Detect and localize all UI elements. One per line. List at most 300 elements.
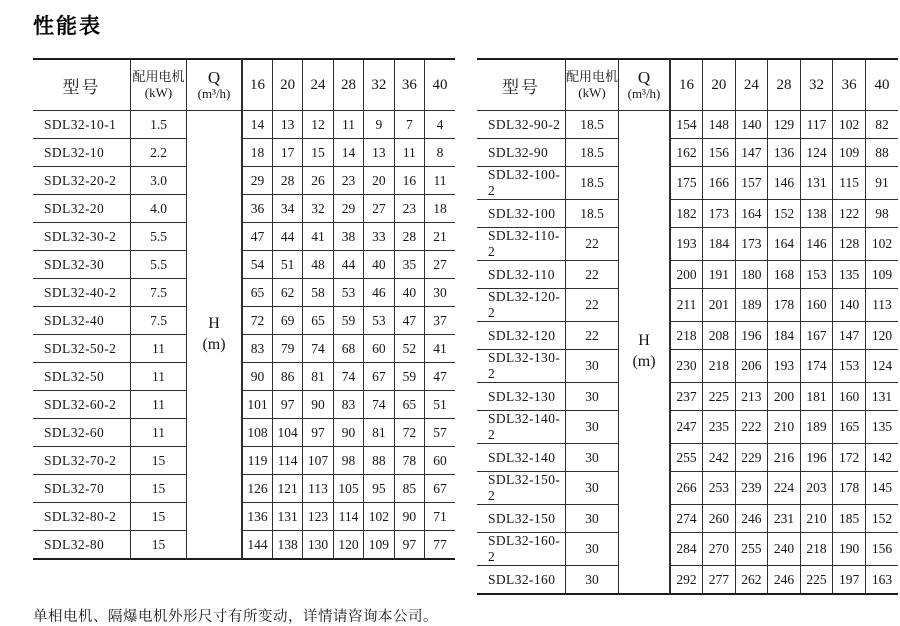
head-value-cell: 88 bbox=[364, 447, 394, 475]
head-value-cell: 138 bbox=[272, 531, 302, 560]
head-value-cell: 109 bbox=[833, 139, 866, 167]
head-value-cell: 83 bbox=[242, 335, 272, 363]
head-value-cell: 21 bbox=[425, 223, 455, 251]
flow-rate-column-header: 32 bbox=[364, 59, 394, 111]
head-value-cell: 68 bbox=[333, 335, 363, 363]
head-value-cell: 71 bbox=[425, 503, 455, 531]
table-row bbox=[477, 200, 898, 228]
head-value-cell: 20 bbox=[364, 167, 394, 195]
head-value-cell: 164 bbox=[768, 228, 801, 261]
table-row bbox=[477, 228, 898, 261]
head-value-cell: 172 bbox=[833, 444, 866, 472]
motor-kw-cell: 30 bbox=[566, 411, 619, 444]
head-value-cell: 52 bbox=[394, 335, 424, 363]
head-value-cell: 124 bbox=[865, 350, 898, 383]
motor-kw-cell: 18.5 bbox=[566, 167, 619, 200]
head-value-cell: 44 bbox=[333, 251, 363, 279]
head-value-cell: 62 bbox=[272, 279, 302, 307]
head-value-cell: 13 bbox=[272, 111, 302, 139]
table-row bbox=[477, 383, 898, 411]
motor-kw-cell: 5.5 bbox=[131, 223, 187, 251]
head-value-cell: 107 bbox=[303, 447, 333, 475]
head-value-cell: 239 bbox=[735, 472, 768, 505]
head-value-cell: 41 bbox=[303, 223, 333, 251]
head-value-cell: 154 bbox=[670, 111, 703, 139]
head-value-cell: 167 bbox=[800, 322, 833, 350]
model-cell: SDL32-60-2 bbox=[33, 391, 131, 419]
head-value-cell: 144 bbox=[242, 531, 272, 560]
head-value-cell: 136 bbox=[242, 503, 272, 531]
model-cell: SDL32-30 bbox=[33, 251, 131, 279]
head-value-cell: 105 bbox=[333, 475, 363, 503]
model-cell: SDL32-90 bbox=[477, 139, 566, 167]
head-value-cell: 174 bbox=[800, 350, 833, 383]
head-value-cell: 67 bbox=[425, 475, 455, 503]
flow-rate-column-header: 20 bbox=[703, 59, 736, 111]
head-value-cell: 38 bbox=[333, 223, 363, 251]
head-value-cell: 11 bbox=[333, 111, 363, 139]
head-value-cell: 185 bbox=[833, 505, 866, 533]
head-value-cell: 102 bbox=[865, 228, 898, 261]
tables-container bbox=[33, 58, 900, 595]
flow-rate-column-header: 40 bbox=[865, 59, 898, 111]
model-cell: SDL32-20 bbox=[33, 195, 131, 223]
head-value-cell: 7 bbox=[394, 111, 424, 139]
head-value-cell: 120 bbox=[865, 322, 898, 350]
head-value-cell: 114 bbox=[333, 503, 363, 531]
head-value-cell: 224 bbox=[768, 472, 801, 505]
flow-rate-column-header: 24 bbox=[303, 59, 333, 111]
motor-kw-cell: 4.0 bbox=[131, 195, 187, 223]
head-value-cell: 12 bbox=[303, 111, 333, 139]
head-value-cell: 235 bbox=[703, 411, 736, 444]
model-cell: SDL32-140 bbox=[477, 444, 566, 472]
head-value-cell: 225 bbox=[800, 566, 833, 595]
table-row bbox=[33, 503, 455, 531]
head-value-cell: 182 bbox=[670, 200, 703, 228]
head-value-cell: 178 bbox=[768, 289, 801, 322]
head-value-cell: 53 bbox=[364, 307, 394, 335]
head-value-cell: 180 bbox=[735, 261, 768, 289]
table-row bbox=[477, 444, 898, 472]
head-value-cell: 266 bbox=[670, 472, 703, 505]
head-value-cell: 218 bbox=[800, 533, 833, 566]
head-value-cell: 16 bbox=[394, 167, 424, 195]
model-cell: SDL32-30-2 bbox=[33, 223, 131, 251]
flow-rate-column-header: 32 bbox=[800, 59, 833, 111]
head-value-cell: 284 bbox=[670, 533, 703, 566]
flow-rate-column-header: 36 bbox=[833, 59, 866, 111]
head-unit-cell: H (m) bbox=[187, 111, 243, 560]
head-value-cell: 8 bbox=[425, 139, 455, 167]
head-value-cell: 40 bbox=[364, 251, 394, 279]
head-value-cell: 247 bbox=[670, 411, 703, 444]
head-value-cell: 246 bbox=[735, 505, 768, 533]
head-value-cell: 260 bbox=[703, 505, 736, 533]
model-cell: SDL32-130 bbox=[477, 383, 566, 411]
head-value-cell: 36 bbox=[242, 195, 272, 223]
head-value-cell: 67 bbox=[364, 363, 394, 391]
head-value-cell: 65 bbox=[303, 307, 333, 335]
head-value-cell: 60 bbox=[425, 447, 455, 475]
table-row bbox=[477, 505, 898, 533]
head-value-cell: 37 bbox=[425, 307, 455, 335]
head-value-cell: 128 bbox=[833, 228, 866, 261]
head-value-cell: 48 bbox=[303, 251, 333, 279]
head-value-cell: 32 bbox=[303, 195, 333, 223]
head-value-cell: 160 bbox=[800, 289, 833, 322]
motor-kw-cell: 22 bbox=[566, 228, 619, 261]
head-value-cell: 196 bbox=[735, 322, 768, 350]
head-value-cell: 148 bbox=[703, 111, 736, 139]
head-value-cell: 210 bbox=[800, 505, 833, 533]
motor-kw-cell: 3.0 bbox=[131, 167, 187, 195]
head-value-cell: 229 bbox=[735, 444, 768, 472]
head-value-cell: 201 bbox=[703, 289, 736, 322]
head-value-cell: 59 bbox=[394, 363, 424, 391]
table-row bbox=[477, 566, 898, 595]
head-value-cell: 104 bbox=[272, 419, 302, 447]
head-value-cell: 82 bbox=[865, 111, 898, 139]
flow-rate-column-header: 24 bbox=[735, 59, 768, 111]
model-cell: SDL32-60 bbox=[33, 419, 131, 447]
head-value-cell: 274 bbox=[670, 505, 703, 533]
motor-kw-cell: 22 bbox=[566, 322, 619, 350]
head-value-cell: 60 bbox=[364, 335, 394, 363]
head-value-cell: 178 bbox=[833, 472, 866, 505]
head-value-cell: 46 bbox=[364, 279, 394, 307]
table-row bbox=[33, 363, 455, 391]
head-value-cell: 166 bbox=[703, 167, 736, 200]
model-cell: SDL32-120 bbox=[477, 322, 566, 350]
head-value-cell: 47 bbox=[425, 363, 455, 391]
motor-kw-cell: 11 bbox=[131, 335, 187, 363]
head-value-cell: 59 bbox=[333, 307, 363, 335]
head-value-cell: 136 bbox=[768, 139, 801, 167]
flow-rate-column-header: 16 bbox=[670, 59, 703, 111]
flow-rate-column-header: 20 bbox=[272, 59, 302, 111]
head-value-cell: 147 bbox=[833, 322, 866, 350]
model-cell: SDL32-50 bbox=[33, 363, 131, 391]
head-value-cell: 197 bbox=[833, 566, 866, 595]
motor-kw-cell: 18.5 bbox=[566, 111, 619, 139]
motor-kw-cell: 18.5 bbox=[566, 200, 619, 228]
head-value-cell: 216 bbox=[768, 444, 801, 472]
head-value-cell: 145 bbox=[865, 472, 898, 505]
head-value-cell: 162 bbox=[670, 139, 703, 167]
performance-table-left bbox=[33, 58, 455, 560]
head-value-cell: 120 bbox=[333, 531, 363, 560]
table-row bbox=[33, 531, 455, 560]
head-value-cell: 47 bbox=[242, 223, 272, 251]
head-value-cell: 277 bbox=[703, 566, 736, 595]
header-row bbox=[33, 59, 455, 111]
model-cell: SDL32-160-2 bbox=[477, 533, 566, 566]
head-value-cell: 72 bbox=[394, 419, 424, 447]
head-value-cell: 26 bbox=[303, 167, 333, 195]
table-row bbox=[33, 139, 455, 167]
motor-kw-cell: 7.5 bbox=[131, 307, 187, 335]
model-cell: SDL32-10 bbox=[33, 139, 131, 167]
model-cell: SDL32-80 bbox=[33, 531, 131, 560]
head-value-cell: 131 bbox=[800, 167, 833, 200]
head-value-cell: 97 bbox=[272, 391, 302, 419]
head-value-cell: 163 bbox=[865, 566, 898, 595]
head-value-cell: 218 bbox=[670, 322, 703, 350]
table-row bbox=[33, 475, 455, 503]
motor-kw-cell: 22 bbox=[566, 289, 619, 322]
head-value-cell: 164 bbox=[735, 200, 768, 228]
table-row bbox=[33, 195, 455, 223]
head-value-cell: 190 bbox=[833, 533, 866, 566]
model-cell: SDL32-100-2 bbox=[477, 167, 566, 200]
model-cell: SDL32-70 bbox=[33, 475, 131, 503]
motor-power-column-header: 配用电机 (kW) bbox=[566, 59, 619, 111]
head-value-cell: 138 bbox=[800, 200, 833, 228]
table-row bbox=[477, 533, 898, 566]
head-value-cell: 152 bbox=[768, 200, 801, 228]
table-row bbox=[33, 279, 455, 307]
motor-kw-cell: 11 bbox=[131, 419, 187, 447]
head-value-cell: 230 bbox=[670, 350, 703, 383]
head-value-cell: 114 bbox=[272, 447, 302, 475]
table-row bbox=[477, 167, 898, 200]
head-value-cell: 91 bbox=[865, 167, 898, 200]
head-value-cell: 97 bbox=[303, 419, 333, 447]
head-value-cell: 135 bbox=[833, 261, 866, 289]
model-cell: SDL32-70-2 bbox=[33, 447, 131, 475]
head-value-cell: 147 bbox=[735, 139, 768, 167]
head-value-cell: 78 bbox=[394, 447, 424, 475]
head-value-cell: 131 bbox=[865, 383, 898, 411]
head-value-cell: 17 bbox=[272, 139, 302, 167]
head-value-cell: 57 bbox=[425, 419, 455, 447]
model-cell: SDL32-120-2 bbox=[477, 289, 566, 322]
head-value-cell: 13 bbox=[364, 139, 394, 167]
motor-kw-cell: 2.2 bbox=[131, 139, 187, 167]
motor-kw-cell: 1.5 bbox=[131, 111, 187, 139]
head-value-cell: 113 bbox=[865, 289, 898, 322]
head-value-cell: 58 bbox=[303, 279, 333, 307]
model-cell: SDL32-110-2 bbox=[477, 228, 566, 261]
head-value-cell: 109 bbox=[865, 261, 898, 289]
motor-kw-cell: 30 bbox=[566, 444, 619, 472]
motor-kw-cell: 15 bbox=[131, 531, 187, 560]
head-value-cell: 218 bbox=[703, 350, 736, 383]
head-value-cell: 115 bbox=[833, 167, 866, 200]
head-value-cell: 51 bbox=[425, 391, 455, 419]
head-value-cell: 237 bbox=[670, 383, 703, 411]
head-value-cell: 27 bbox=[364, 195, 394, 223]
head-value-cell: 90 bbox=[303, 391, 333, 419]
head-value-cell: 175 bbox=[670, 167, 703, 200]
head-value-cell: 14 bbox=[333, 139, 363, 167]
header-row bbox=[477, 59, 898, 111]
motor-kw-cell: 30 bbox=[566, 566, 619, 595]
head-value-cell: 126 bbox=[242, 475, 272, 503]
model-cell: SDL32-40-2 bbox=[33, 279, 131, 307]
head-value-cell: 193 bbox=[670, 228, 703, 261]
head-value-cell: 28 bbox=[394, 223, 424, 251]
head-value-cell: 51 bbox=[272, 251, 302, 279]
motor-kw-cell: 15 bbox=[131, 475, 187, 503]
head-value-cell: 44 bbox=[272, 223, 302, 251]
table-row bbox=[477, 139, 898, 167]
head-value-cell: 90 bbox=[333, 419, 363, 447]
model-cell: SDL32-150 bbox=[477, 505, 566, 533]
head-value-cell: 222 bbox=[735, 411, 768, 444]
footer-note: 单相电机、隔爆电机外形尺寸有所变动，详情请咨询本公司。 bbox=[33, 609, 438, 625]
model-cell: SDL32-90-2 bbox=[477, 111, 566, 139]
table-row bbox=[477, 289, 898, 322]
motor-kw-cell: 18.5 bbox=[566, 139, 619, 167]
head-value-cell: 122 bbox=[833, 200, 866, 228]
head-value-cell: 184 bbox=[768, 322, 801, 350]
table-row bbox=[477, 472, 898, 505]
model-cell: SDL32-110 bbox=[477, 261, 566, 289]
head-value-cell: 189 bbox=[735, 289, 768, 322]
motor-kw-cell: 30 bbox=[566, 383, 619, 411]
head-value-cell: 11 bbox=[425, 167, 455, 195]
head-value-cell: 98 bbox=[865, 200, 898, 228]
head-value-cell: 102 bbox=[833, 111, 866, 139]
table-row bbox=[477, 111, 898, 139]
head-value-cell: 90 bbox=[242, 363, 272, 391]
head-value-cell: 225 bbox=[703, 383, 736, 411]
head-unit-cell: H (m) bbox=[619, 111, 671, 595]
head-value-cell: 101 bbox=[242, 391, 272, 419]
head-value-cell: 160 bbox=[833, 383, 866, 411]
head-value-cell: 129 bbox=[768, 111, 801, 139]
head-value-cell: 41 bbox=[425, 335, 455, 363]
head-value-cell: 210 bbox=[768, 411, 801, 444]
table-row bbox=[33, 391, 455, 419]
head-value-cell: 74 bbox=[303, 335, 333, 363]
head-value-cell: 28 bbox=[272, 167, 302, 195]
head-value-cell: 196 bbox=[800, 444, 833, 472]
head-value-cell: 184 bbox=[703, 228, 736, 261]
head-value-cell: 81 bbox=[364, 419, 394, 447]
head-value-cell: 157 bbox=[735, 167, 768, 200]
performance-table-right bbox=[477, 58, 898, 595]
head-value-cell: 27 bbox=[425, 251, 455, 279]
head-value-cell: 131 bbox=[272, 503, 302, 531]
head-value-cell: 152 bbox=[865, 505, 898, 533]
head-value-cell: 97 bbox=[394, 531, 424, 560]
head-value-cell: 270 bbox=[703, 533, 736, 566]
table-row bbox=[33, 223, 455, 251]
head-value-cell: 168 bbox=[768, 261, 801, 289]
model-cell: SDL32-130-2 bbox=[477, 350, 566, 383]
head-value-cell: 11 bbox=[394, 139, 424, 167]
model-cell: SDL32-100 bbox=[477, 200, 566, 228]
model-cell: SDL32-150-2 bbox=[477, 472, 566, 505]
motor-kw-cell: 15 bbox=[131, 503, 187, 531]
head-value-cell: 191 bbox=[703, 261, 736, 289]
motor-kw-cell: 11 bbox=[131, 363, 187, 391]
head-value-cell: 23 bbox=[333, 167, 363, 195]
head-value-cell: 140 bbox=[735, 111, 768, 139]
model-cell: SDL32-50-2 bbox=[33, 335, 131, 363]
head-value-cell: 85 bbox=[394, 475, 424, 503]
head-value-cell: 72 bbox=[242, 307, 272, 335]
head-value-cell: 193 bbox=[768, 350, 801, 383]
head-value-cell: 74 bbox=[333, 363, 363, 391]
model-cell: SDL32-40 bbox=[33, 307, 131, 335]
head-value-cell: 102 bbox=[364, 503, 394, 531]
motor-kw-cell: 22 bbox=[566, 261, 619, 289]
flow-rate-column-header: 28 bbox=[768, 59, 801, 111]
head-value-cell: 203 bbox=[800, 472, 833, 505]
head-value-cell: 135 bbox=[865, 411, 898, 444]
head-value-cell: 142 bbox=[865, 444, 898, 472]
head-value-cell: 98 bbox=[333, 447, 363, 475]
head-value-cell: 18 bbox=[425, 195, 455, 223]
model-column-header: 型号 bbox=[33, 59, 131, 111]
head-value-cell: 130 bbox=[303, 531, 333, 560]
head-value-cell: 15 bbox=[303, 139, 333, 167]
head-value-cell: 146 bbox=[768, 167, 801, 200]
head-value-cell: 86 bbox=[272, 363, 302, 391]
head-value-cell: 231 bbox=[768, 505, 801, 533]
head-value-cell: 95 bbox=[364, 475, 394, 503]
head-value-cell: 81 bbox=[303, 363, 333, 391]
head-value-cell: 173 bbox=[735, 228, 768, 261]
head-value-cell: 181 bbox=[800, 383, 833, 411]
table-row bbox=[477, 261, 898, 289]
head-value-cell: 242 bbox=[703, 444, 736, 472]
page-title: 性能表 bbox=[33, 15, 102, 38]
head-value-cell: 53 bbox=[333, 279, 363, 307]
head-value-cell: 14 bbox=[242, 111, 272, 139]
table-row bbox=[33, 335, 455, 363]
table-row bbox=[33, 307, 455, 335]
head-value-cell: 18 bbox=[242, 139, 272, 167]
head-value-cell: 47 bbox=[394, 307, 424, 335]
head-value-cell: 65 bbox=[394, 391, 424, 419]
head-value-cell: 54 bbox=[242, 251, 272, 279]
head-value-cell: 153 bbox=[800, 261, 833, 289]
motor-kw-cell: 30 bbox=[566, 505, 619, 533]
table-row bbox=[33, 167, 455, 195]
head-value-cell: 74 bbox=[364, 391, 394, 419]
head-value-cell: 79 bbox=[272, 335, 302, 363]
head-value-cell: 255 bbox=[670, 444, 703, 472]
table-row bbox=[477, 350, 898, 383]
model-cell: SDL32-80-2 bbox=[33, 503, 131, 531]
table-row bbox=[33, 447, 455, 475]
head-value-cell: 108 bbox=[242, 419, 272, 447]
head-value-cell: 156 bbox=[865, 533, 898, 566]
head-value-cell: 113 bbox=[303, 475, 333, 503]
head-value-cell: 173 bbox=[703, 200, 736, 228]
head-value-cell: 69 bbox=[272, 307, 302, 335]
head-value-cell: 9 bbox=[364, 111, 394, 139]
flow-rate-column-header: 40 bbox=[425, 59, 455, 111]
model-column-header: 型号 bbox=[477, 59, 566, 111]
flow-rate-column-header: 28 bbox=[333, 59, 363, 111]
head-value-cell: 88 bbox=[865, 139, 898, 167]
head-value-cell: 253 bbox=[703, 472, 736, 505]
head-value-cell: 77 bbox=[425, 531, 455, 560]
head-value-cell: 29 bbox=[333, 195, 363, 223]
head-value-cell: 121 bbox=[272, 475, 302, 503]
head-value-cell: 34 bbox=[272, 195, 302, 223]
head-value-cell: 165 bbox=[833, 411, 866, 444]
head-value-cell: 40 bbox=[394, 279, 424, 307]
motor-kw-cell: 30 bbox=[566, 350, 619, 383]
flow-q-column-header: Q (m³/h) bbox=[187, 59, 243, 111]
